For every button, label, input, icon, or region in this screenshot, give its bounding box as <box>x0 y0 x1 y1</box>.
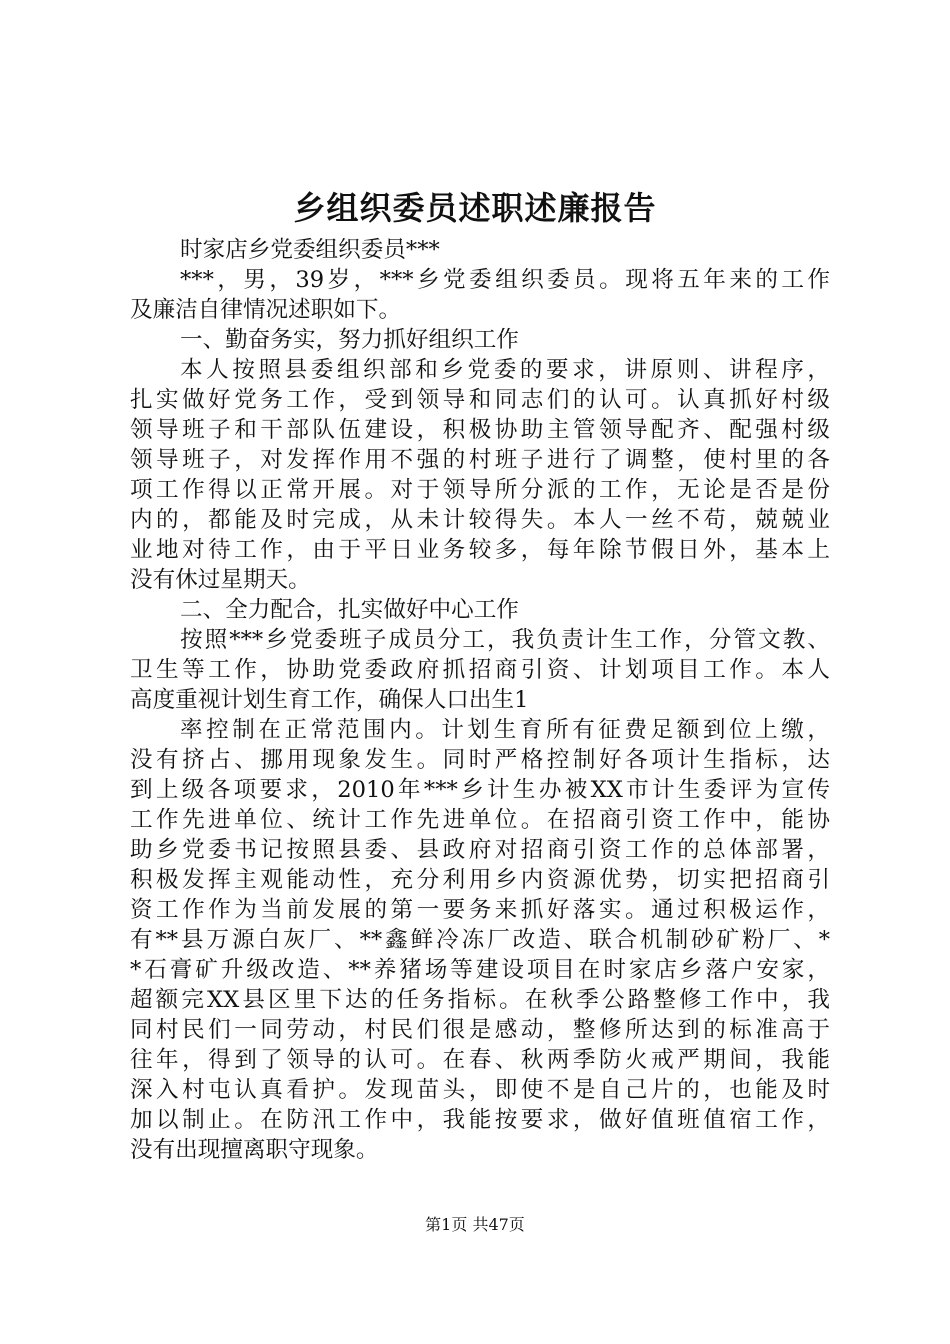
body-line: 有**县万源白灰厂、**鑫鲜冷冻厂改造、联合机制砂矿粉厂、* <box>130 927 830 953</box>
body-line: 二、全力配合，扎实做好中心工作 <box>180 597 519 623</box>
body-line: 往年，得到了领导的认可。在春、秋两季防火戒严期间，我能 <box>130 1047 830 1073</box>
document-title: 乡组织委员述职述廉报告 <box>293 189 657 227</box>
body-line: 同村民们一同劳动，村民们很是感动，整修所达到的标准高于 <box>130 1017 830 1043</box>
body-line: 领导班子和干部队伍建设，积极协助主管领导配齐、配强村级 <box>130 417 830 443</box>
body-line: 没有挤占、挪用现象发生。同时严格控制好各项计生指标，达 <box>130 747 830 773</box>
body-line: 项工作得以正常开展。对于领导所分派的工作，无论是否是份 <box>130 477 830 503</box>
body-line: 助乡党委书记按照县委、县政府对招商引资工作的总体部署， <box>130 837 830 863</box>
body-line: 领导班子，对发挥作用不强的村班子进行了调整，使村里的各 <box>130 447 830 473</box>
body-line: 内的，都能及时完成，从未计较得失。本人一丝不苟，兢兢业 <box>130 507 830 533</box>
page-footer: 第1页 共47页 <box>425 1215 525 1234</box>
body-line: 一、勤奋务实，努力抓好组织工作 <box>180 327 519 353</box>
body-line: 时家店乡党委组织委员*** <box>180 237 440 263</box>
body-line: 加以制止。在防汛工作中，我能按要求，做好值班值宿工作， <box>130 1107 830 1133</box>
body-line: ***，男，39岁，***乡党委组织委员。现将五年来的工作 <box>180 267 830 293</box>
body-line: 卫生等工作，协助党委政府抓招商引资、计划项目工作。本人 <box>130 657 830 683</box>
body-line: 按照***乡党委班子成员分工，我负责计生工作，分管文教、 <box>180 627 830 653</box>
body-line: 资工作作为当前发展的第一要务来抓好落实。通过积极运作， <box>130 897 830 923</box>
body-line: 业地对待工作，由于平日业务较多，每年除节假日外，基本上 <box>130 537 830 563</box>
body-line: 超额完XX县区里下达的任务指标。在秋季公路整修工作中，我 <box>130 987 830 1013</box>
body-line: 深入村屯认真看护。发现苗头，即使不是自己片的，也能及时 <box>130 1077 830 1103</box>
body-line: *石膏矿升级改造、**养猪场等建设项目在时家店乡落户安家， <box>130 957 830 983</box>
body-line: 到上级各项要求，2010年***乡计生办被XX市计生委评为宣传 <box>130 777 830 803</box>
body-line: 工作先进单位、统计工作先进单位。在招商引资工作中，能协 <box>130 807 830 833</box>
body-line: 及廉洁自律情况述职如下。 <box>130 297 402 323</box>
body-line: 本人按照县委组织部和乡党委的要求，讲原则、讲程序， <box>180 357 830 383</box>
body-line: 扎实做好党务工作，受到领导和同志们的认可。认真抓好村级 <box>130 387 830 413</box>
body-line: 率控制在正常范围内。计划生育所有征费足额到位上缴， <box>180 717 830 743</box>
body-line: 没有休过星期天。 <box>130 567 311 593</box>
document-body <box>130 235 830 1165</box>
body-line: 积极发挥主观能动性，充分利用乡内资源优势，切实把招商引 <box>130 867 830 893</box>
body-line: 没有出现擅离职守现象。 <box>130 1137 379 1163</box>
body-line: 高度重视计划生育工作，确保人口出生1 <box>130 687 529 713</box>
